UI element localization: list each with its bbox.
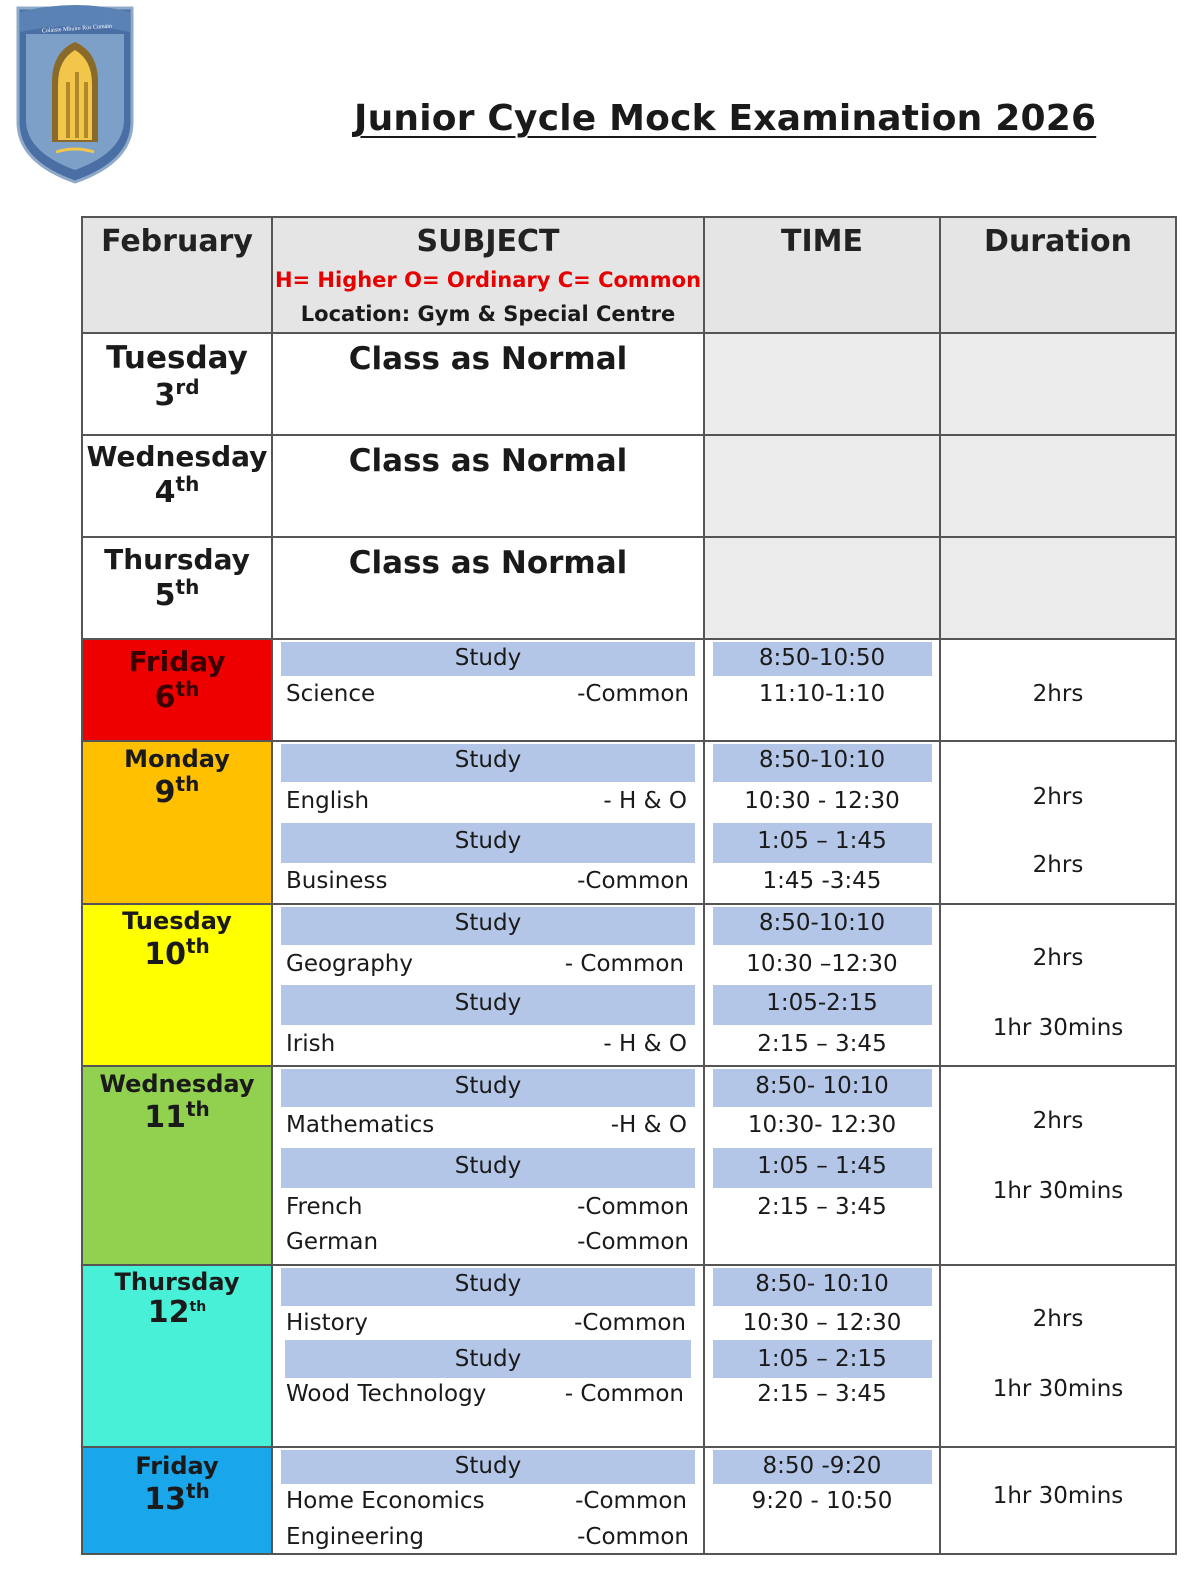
day-label: Thursday 5th <box>104 543 250 613</box>
table-border <box>81 1553 1177 1555</box>
day-label: Wednesday 4th <box>86 440 268 510</box>
time-slot: 1:05-2:15 <box>766 990 878 1016</box>
duration: 2hrs <box>1032 852 1084 878</box>
duration: 2hrs <box>1032 945 1084 971</box>
subject-level: -Common <box>577 868 689 894</box>
subject-level: - Common <box>564 951 684 977</box>
header-location: Location: Gym & Special Centre <box>300 302 676 326</box>
time-slot: 1:05 – 1:45 <box>757 828 887 854</box>
time-slot: 8:50- 10:10 <box>755 1271 889 1297</box>
header-february: February <box>101 224 253 259</box>
class-as-normal: Class as Normal <box>348 545 628 581</box>
study-label: Study <box>454 1271 522 1297</box>
day-label: Tuesday 10th <box>122 907 232 972</box>
study-label: Study <box>454 910 522 936</box>
table-border <box>81 903 1177 905</box>
table-border <box>81 216 83 1555</box>
subject-level: -Common <box>577 681 689 707</box>
time-slot: 8:50- 10:10 <box>755 1073 889 1099</box>
header-duration: Duration <box>984 224 1132 259</box>
day-label: Thursday 12th <box>114 1268 240 1330</box>
header-subject: SUBJECT <box>416 224 560 259</box>
study-label: Study <box>454 990 522 1016</box>
day-label: Friday 13th <box>135 1452 219 1517</box>
day-label: Wednesday 11th <box>99 1070 255 1135</box>
duration: 2hrs <box>1032 784 1084 810</box>
time-slot: 10:30 – 12:30 <box>742 1310 902 1336</box>
class-as-normal: Class as Normal <box>348 443 628 479</box>
duration-cell-grey-1 <box>940 333 1176 435</box>
table-border <box>1175 216 1177 1555</box>
day-label: Monday 9th <box>124 745 230 810</box>
table-border <box>81 1065 1177 1067</box>
subject-level: -Common <box>577 1194 689 1220</box>
time-cell-grey-2 <box>704 435 940 537</box>
time-slot: 9:20 - 10:50 <box>751 1488 893 1514</box>
duration: 1hr 30mins <box>992 1015 1124 1041</box>
time-cell-grey-3 <box>704 537 940 639</box>
subject-name: Science <box>286 681 376 707</box>
duration-cell-grey-3 <box>940 537 1176 639</box>
subject-level: - H & O <box>603 788 687 814</box>
table-border <box>81 1446 1177 1448</box>
subject-name: History <box>286 1310 368 1336</box>
study-label: Study <box>454 747 522 773</box>
subject-level: - H & O <box>603 1031 687 1057</box>
time-slot: 8:50-10:10 <box>758 747 886 773</box>
time-slot: 1:05 – 2:15 <box>757 1346 887 1372</box>
subject-name: German <box>286 1229 379 1255</box>
duration: 1hr 30mins <box>992 1376 1124 1402</box>
time-slot: 10:30 –12:30 <box>746 951 898 977</box>
day-label: Tuesday 3rd <box>106 340 248 413</box>
study-label: Study <box>454 1346 522 1372</box>
time-slot: 2:15 – 3:45 <box>757 1031 887 1057</box>
time-slot: 1:45 -3:45 <box>762 868 882 894</box>
header-level-key: H= Higher O= Ordinary C= Common <box>274 268 702 292</box>
study-label: Study <box>454 828 522 854</box>
time-cell-grey-1 <box>704 333 940 435</box>
duration: 2hrs <box>1032 1306 1084 1332</box>
time-slot: 8:50-10:50 <box>758 645 886 671</box>
time-slot: 8:50-10:10 <box>758 910 886 936</box>
duration: 2hrs <box>1032 1108 1084 1134</box>
subject-level: -Common <box>577 1524 689 1550</box>
time-slot: 1:05 – 1:45 <box>757 1153 887 1179</box>
subject-name: English <box>286 788 370 814</box>
class-as-normal: Class as Normal <box>348 341 628 377</box>
study-label: Study <box>454 1073 522 1099</box>
subject-name: Wood Technology <box>286 1381 487 1407</box>
time-slot: 10:30- 12:30 <box>747 1112 897 1138</box>
duration-cell-grey-2 <box>940 435 1176 537</box>
subject-level: - Common <box>564 1381 684 1407</box>
subject-name: Geography <box>286 951 413 977</box>
study-label: Study <box>454 645 522 671</box>
time-slot: 2:15 – 3:45 <box>757 1194 887 1220</box>
day-label: Friday 6th <box>128 645 226 715</box>
duration: 2hrs <box>1032 681 1084 707</box>
table-border <box>81 216 1177 218</box>
table-border <box>81 434 1177 436</box>
time-slot: 10:30 - 12:30 <box>744 788 900 814</box>
subject-level: -Common <box>577 1229 689 1255</box>
subject-name: Engineering <box>286 1524 424 1550</box>
time-slot: 11:10-1:10 <box>758 681 886 707</box>
table-border <box>81 1264 1177 1266</box>
subject-level: -H & O <box>610 1112 687 1138</box>
header-time: TIME <box>781 224 863 259</box>
subject-name: Irish <box>286 1031 336 1057</box>
subject-name: Mathematics <box>286 1112 435 1138</box>
table-border <box>81 536 1177 538</box>
duration: 1hr 30mins <box>992 1483 1124 1509</box>
duration: 1hr 30mins <box>992 1178 1124 1204</box>
study-label: Study <box>454 1153 522 1179</box>
table-border <box>81 638 1177 640</box>
crest-motto: Coláiste Mhuire Ros Comáin <box>41 23 113 35</box>
table-border <box>81 332 1177 334</box>
subject-name: Business <box>286 868 388 894</box>
subject-level: -Common <box>575 1488 687 1514</box>
time-slot: 8:50 -9:20 <box>762 1453 882 1479</box>
subject-name: Home Economics <box>286 1488 485 1514</box>
table-border <box>81 740 1177 742</box>
time-slot: 2:15 – 3:45 <box>757 1381 887 1407</box>
subject-name: French <box>286 1194 363 1220</box>
page-title: Junior Cycle Mock Examination 2026 <box>354 98 1097 139</box>
study-label: Study <box>454 1453 522 1479</box>
subject-level: -Common <box>574 1310 686 1336</box>
table-border <box>271 216 273 1555</box>
